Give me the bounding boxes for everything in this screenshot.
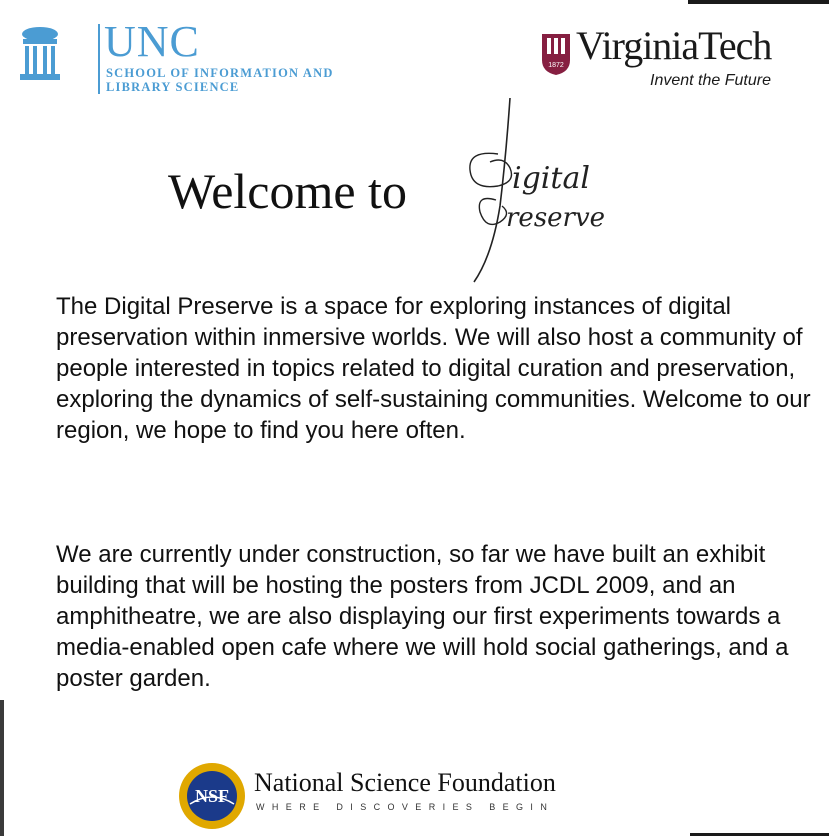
unc-logo: [18, 17, 348, 100]
vt-shield-year: 1872: [548, 62, 564, 69]
frame-edge-top: [688, 0, 829, 4]
nsf-seal-text: NSF: [194, 786, 230, 806]
vt-shield-icon: [540, 32, 572, 76]
nsf-seal-icon: [176, 760, 248, 832]
welcome-heading: Welcome to: [168, 163, 407, 219]
intro-paragraph: The Digital Preserve is a space for exploring instances of digital preservation within inmersive worlds. We will also host a community of people interested in topics related to digital curation and preservation, exploring the dynamics of self-sustaining communities. Welcome to our region, we hope to find you here often.: [56, 293, 811, 444]
virginia-tech-logo: [540, 23, 810, 100]
frame-edge-left: [0, 700, 4, 836]
digital-preserve-script-logo: [440, 96, 640, 286]
svg-text:igital: igital: [512, 161, 590, 196]
vt-name: VirginiaTech: [576, 23, 772, 68]
unc-subtitle: SCHOOL OF INFORMATION AND LIBRARY SCIENCE: [106, 66, 334, 94]
nsf-tagline: WHERE DISCOVERIES BEGIN: [256, 802, 555, 812]
unc-divider: [98, 24, 100, 94]
unc-name: UNC: [104, 17, 200, 66]
nsf-logo: [176, 760, 596, 832]
vt-tagline: Invent the Future: [650, 72, 771, 89]
construction-paragraph: We are currently under construction, so far we have built an exhibit building that will be hosting the posters from JCDL 2009, and an amphitheatre, we are also displaying our first experiments towards a media-enabled open cafe where we will hold social gatherings, and a poster garden.: [56, 541, 789, 692]
old-well-icon: [18, 24, 62, 86]
nsf-name: National Science Foundation: [254, 768, 556, 797]
svg-text:reserve: reserve: [506, 203, 606, 233]
